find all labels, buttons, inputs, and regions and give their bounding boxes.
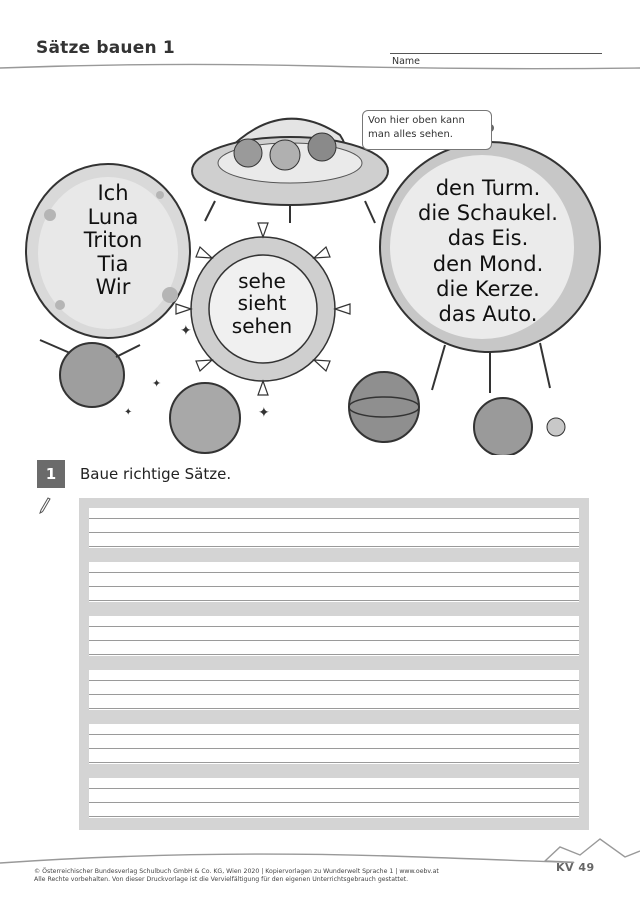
pencil-icon — [38, 496, 52, 514]
writing-line[interactable] — [89, 616, 579, 656]
object-phrase: das Eis. — [447, 226, 529, 251]
subject-word: Ich — [97, 181, 129, 205]
writing-line[interactable] — [89, 508, 579, 548]
name-field[interactable] — [390, 53, 602, 54]
subject-word: Triton — [83, 228, 143, 253]
subject-word: Tia — [97, 251, 129, 276]
objects-list — [398, 176, 578, 327]
writing-line[interactable] — [89, 670, 579, 710]
writing-line[interactable] — [89, 562, 579, 602]
subjects-list — [58, 182, 168, 300]
svg-text:✦: ✦ — [258, 405, 270, 421]
object-phrase: das Auto. — [438, 301, 538, 326]
writing-area — [79, 498, 589, 830]
subject-word: Wir — [95, 275, 131, 300]
svg-text:✦: ✦ — [124, 407, 133, 418]
page-title: Sätze bauen 1 — [36, 38, 175, 58]
verb-word: sehe — [238, 269, 286, 293]
svg-text:✦: ✦ — [152, 377, 162, 390]
verb-word: sieht — [237, 291, 287, 316]
writing-line[interactable] — [89, 724, 579, 764]
verb-word: sehen — [231, 313, 293, 338]
copyright-line-1: © Österreichischer Bundesverlag Schulbuch GmbH & Co. KG, Wien 2020 | Kopiervorlagen zu Wunderwelt Sprache 1 | www.oebv.at — [34, 868, 439, 875]
writing-line[interactable] — [89, 778, 579, 818]
copyright-line-2: Alle Rechte vorbehalten. Von dieser Druckvorlage ist die Vervielfältigung für den eigenen Unterrichtsgebrauch gestattet. — [34, 876, 409, 884]
task-instruction: Baue richtige Sätze. — [80, 465, 232, 483]
copyright-footer — [34, 868, 554, 885]
object-phrase: die Kerze. — [436, 276, 540, 301]
object-phrase: die Schaukel. — [418, 201, 558, 226]
task-number-badge: 1 — [37, 460, 65, 488]
ufo-with-aliens — [192, 119, 388, 223]
object-phrase: den Turm. — [435, 176, 541, 200]
header-divider — [0, 60, 640, 80]
object-phrase: den Mond. — [432, 251, 544, 276]
verbs-list — [222, 270, 302, 337]
speech-bubble-text: Von hier oben kann man alles sehen. — [368, 115, 465, 140]
name-label: Name — [392, 56, 421, 67]
subject-word: Luna — [87, 204, 139, 229]
svg-text:✦: ✦ — [180, 323, 192, 339]
page-label: KV 49 — [556, 861, 595, 874]
